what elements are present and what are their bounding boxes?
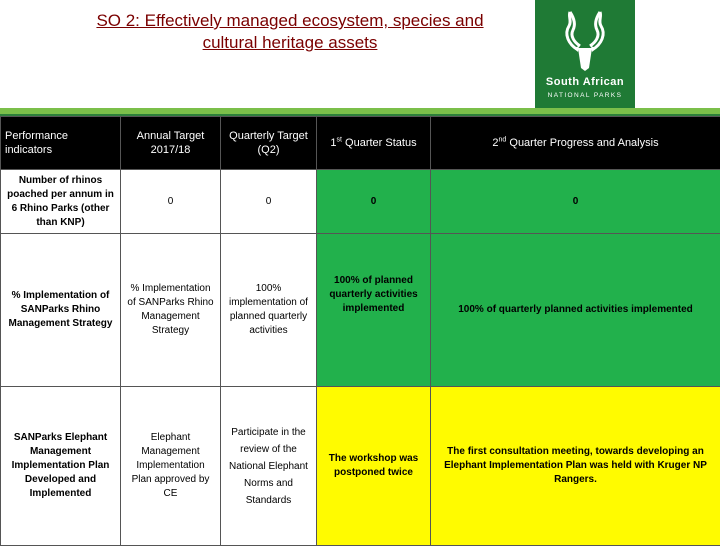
header-quarterly-target: Quarterly Target (Q2) bbox=[221, 117, 317, 170]
row-annual-target: 0 bbox=[121, 170, 221, 234]
row-quarterly-target: 0 bbox=[221, 170, 317, 234]
row-indicator: Number of rhinos poached per annum in 6 Rhino Parks (other than KNP) bbox=[1, 170, 121, 234]
header-progress bbox=[431, 117, 720, 170]
title-line-1: SO 2: Effectively managed ecosystem, species and bbox=[40, 10, 540, 32]
header-annual-target: Annual Target 2017/18 bbox=[121, 117, 221, 170]
kudu-head-icon bbox=[560, 10, 610, 72]
row-annual-target: Elephant Management Implementation Plan approved by CE bbox=[121, 387, 221, 546]
logo-line-2: NATIONAL PARKS bbox=[535, 92, 635, 99]
table-row bbox=[1, 387, 720, 546]
row-status: 100% of planned quarterly activities implemented bbox=[317, 234, 431, 387]
header-status-sup: st bbox=[337, 136, 342, 143]
header-status-num: 1 bbox=[330, 137, 336, 149]
row-status: The workshop was postponed twice bbox=[317, 387, 431, 546]
row-progress: 100% of quarterly planned activities implemented bbox=[431, 234, 720, 387]
row-progress: The first consultation meeting, towards developing an Elephant Implementation Plan was held with Kruger NP Rangers. bbox=[431, 387, 720, 546]
header-progress-rest: Quarter Progress and Analysis bbox=[506, 137, 658, 149]
table-row bbox=[1, 234, 720, 387]
performance-table bbox=[0, 116, 720, 546]
header-progress-num: 2 bbox=[492, 137, 498, 149]
row-indicator: SANParks Elephant Management Implementation Plan Developed and Implemented bbox=[1, 387, 121, 546]
title-line-2: cultural heritage assets bbox=[40, 32, 540, 54]
row-quarterly-target: Participate in the review of the National Elephant Norms and Standards bbox=[221, 387, 317, 546]
header-status bbox=[317, 117, 431, 170]
logo-line-1: South African bbox=[535, 76, 635, 88]
header-indicator: Performance indicators bbox=[1, 117, 121, 170]
table-row bbox=[1, 170, 720, 234]
row-indicator: % Implementation of SANParks Rhino Management Strategy bbox=[1, 234, 121, 387]
row-annual-target: % Implementation of SANParks Rhino Management Strategy bbox=[121, 234, 221, 387]
sanparks-logo bbox=[535, 0, 635, 108]
row-progress: 0 bbox=[431, 170, 720, 234]
table-header-row bbox=[1, 117, 720, 170]
row-quarterly-target: 100% implementation of planned quarterly activities bbox=[221, 234, 317, 387]
header-status-rest: Quarter Status bbox=[342, 137, 417, 149]
row-status: 0 bbox=[317, 170, 431, 234]
page-title bbox=[40, 10, 540, 54]
header-progress-sup: nd bbox=[499, 136, 507, 143]
